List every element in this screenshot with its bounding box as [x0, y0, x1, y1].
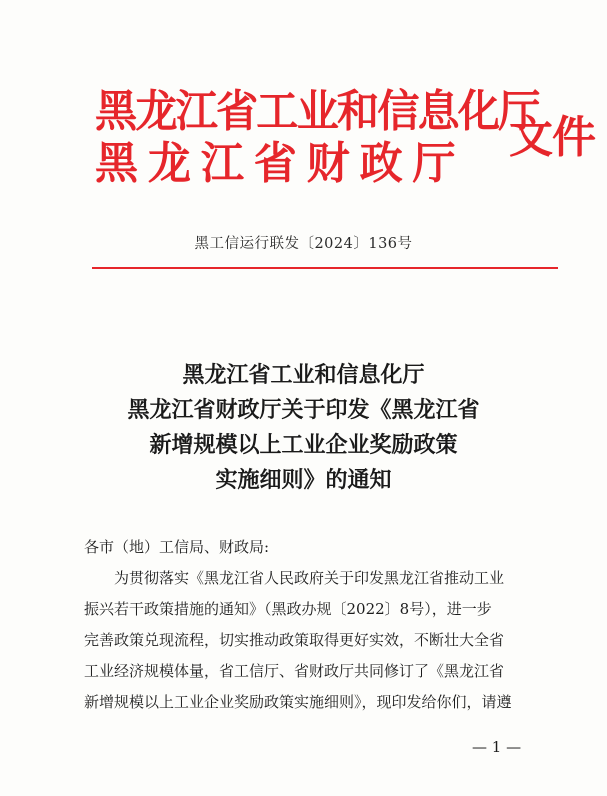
title-line: 黑龙江省工业和信息化厅 [182, 362, 425, 388]
red-divider-line [92, 267, 558, 269]
addressee: 各市（地）工信局、财政局: [84, 538, 270, 556]
red-masthead [95, 86, 595, 206]
body-text [84, 532, 570, 718]
masthead-suffix: 文件 [509, 112, 595, 163]
title-line: 黑龙江省财政厅关于印发《黑龙江省 [127, 397, 480, 423]
paragraph-line: 工业经济规模体量，省工信厅、省财政厅共同修订了《黑龙江省 [84, 662, 505, 680]
document-title [0, 358, 607, 498]
masthead-issuer-1: 黑龙江省工业和信息化厅 [95, 86, 539, 137]
paragraph-line: 完善政策兑现流程，切实推动政策取得更好实效，不断壮大全省 [84, 631, 505, 649]
paragraph-line: 振兴若干政策措施的通知》（黑政办规〔2022〕8号），进一步 [84, 600, 492, 618]
title-line: 实施细则》的通知 [215, 467, 392, 493]
masthead-issuer-2: 黑龙江省财政厅 [95, 138, 466, 189]
document-number: 黑工信运行联发〔2024〕136号 [194, 236, 413, 252]
page-number: — 1 — [472, 738, 522, 756]
title-line: 新增规模以上工业企业奖励政策 [149, 432, 458, 458]
paragraph-line: 为贯彻落实《黑龙江省人民政府关于印发黑龙江省推动工业 [114, 569, 505, 587]
paragraph-line: 新增规模以上工业企业奖励政策实施细则》，现印发给你们，请遵 [84, 693, 512, 711]
